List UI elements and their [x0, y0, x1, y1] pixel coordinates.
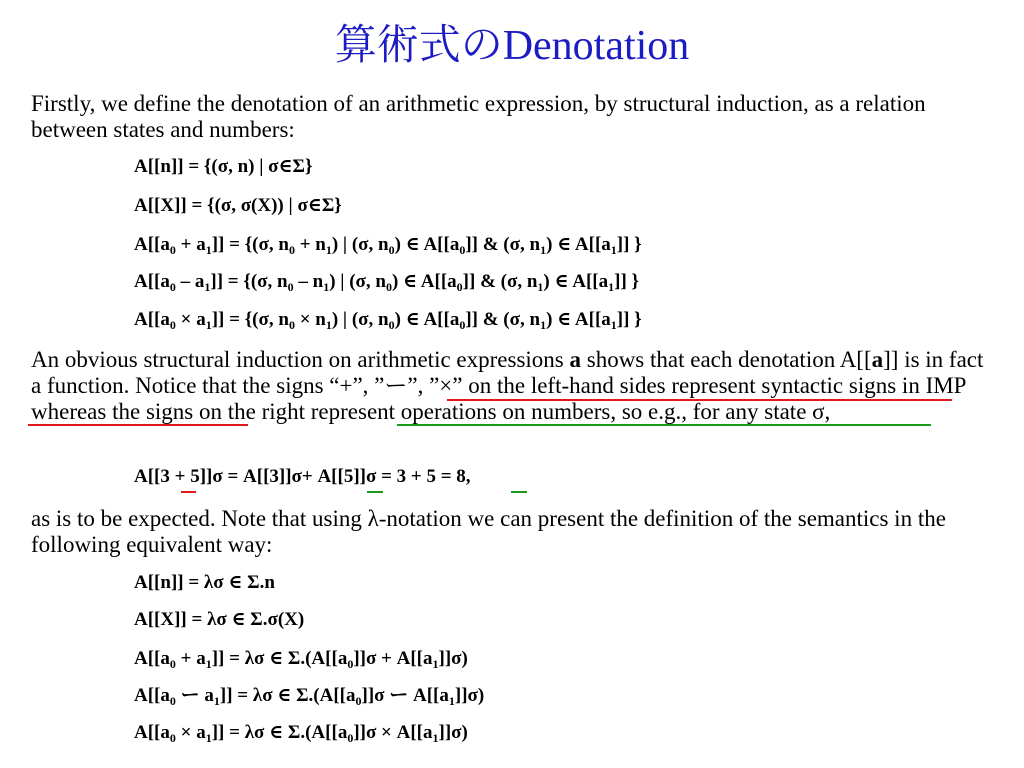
para-text-part: An obvious structural induction on arithmetic expressions: [31, 347, 570, 372]
red-underline: [28, 424, 248, 426]
example-formula: A[[3 + 5]]σ = A[[3]]σ+ A[[5]]σ = 3 + 5 = 8,: [134, 466, 471, 487]
lambda-def-4: $A[[a_0$ ー $a_1]] = \lambda\sigma$ ∈ $\Sigma.(A[[a_0]]\sigma$ ー $A[[a_1]]\sigma$): [134, 685, 485, 708]
lambda-def-2: A[[X]] = λσ ∈ Σ.σ(X): [134, 609, 305, 630]
lambda-def-1: A[[n]] = λσ ∈ Σ.n: [134, 572, 275, 593]
green-underline: [397, 424, 931, 426]
lambda-def-5: $A[[a_0 \times a_1]] = \lambda\sigma$ ∈ $\Sigma.(A[[a_0]]\sigma \times A[[a_1]]\sigma)$: [134, 722, 468, 745]
relational-def-5: $A[[a_0 \times a_1]] = \{(\sigma$, $n_0 \times n_1$) | (σ, $n_0$) ∈ $A[[a_0]]$ & (σ, $n_1$) ∈ $A[[a_1]]$ }: [134, 309, 642, 332]
intro-paragraph: Firstly, we define the denotation of an arithmetic expression, by structural induction, as a relation between states and numbers:: [31, 91, 926, 142]
lambda-def-3: $A[[a_0 + a_1]] = \lambda\sigma$ ∈ $\Sigma.(A[[a_0]]\sigma + A[[a_1]]\sigma)$: [134, 648, 468, 671]
red-underline: [447, 399, 952, 401]
para-text-part: ]] is in fact a function. Notice that the signs “+”, ”ー”, ”×” on the left-hand sides represent syntactic signs in IMP whereas the signs on the right represent operations on numbers, so e.g., for any state σ,: [31, 347, 984, 424]
relational-def-1: A[[n]] = {(σ, n) | σ∈Σ}: [134, 156, 313, 177]
para-bold-a: a: [871, 347, 884, 372]
lambda-intro-paragraph: as is to be expected. Note that using λ-notation we can present the definition of the semantics in the following equivalent way:: [31, 506, 946, 557]
green-underline: [367, 491, 383, 493]
relational-def-3: $A[[a_0 + a_1]] = \{(\sigma$, $n_0 + n_1$) | (σ, $n_0$) ∈ $A[[a_0]]$ & (σ, $n_1$) ∈ $A[[a_1]]$ }: [134, 234, 642, 257]
para-text-part: shows that each denotation A[[: [581, 347, 872, 372]
slide-title: 算術式のDenotation: [334, 23, 690, 69]
structural-induction-paragraph: [31, 347, 991, 425]
relational-def-2: A[[X]] = {(σ, σ(X)) | σ∈Σ}: [134, 195, 342, 216]
para-bold-a: a: [569, 347, 581, 372]
red-underline: [181, 491, 196, 493]
relational-def-4: $A[[a_0 - a_1]] = \{(\sigma$, $n_0 - n_1$) | (σ, $n_0$) ∈ $A[[a_0]]$ & (σ, $n_1$) ∈ $A[[a_1]]$ }: [134, 271, 640, 294]
green-underline: [511, 491, 527, 493]
